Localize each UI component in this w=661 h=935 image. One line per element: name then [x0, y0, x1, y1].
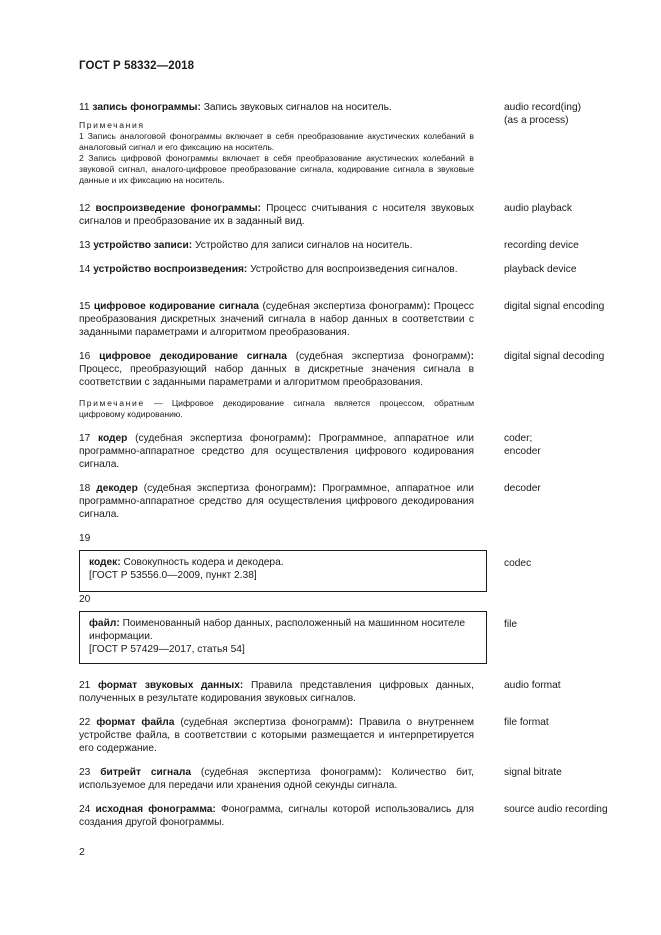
term-name: кодер — [98, 433, 128, 444]
term-name: файл: — [89, 618, 120, 629]
term-number: 18 — [79, 483, 91, 494]
term-number: 22 — [79, 717, 91, 728]
term-number-19: 19 — [79, 533, 91, 544]
term-reference: [ГОСТ Р 57429—2017, статья 54] — [89, 644, 245, 656]
term-name: битрейт сигнала — [100, 767, 191, 778]
term-name: формат файла — [96, 717, 175, 728]
term-number: 14 — [79, 264, 91, 275]
term-definition: Процесс, преобразующий набор данных в дискретные значения сигнала в соответствии с заданными параметрами и алгоритмом преобразования. — [79, 364, 474, 389]
term-definition: Устройство для записи сигналов на носитель. — [194, 240, 413, 251]
term-qualifier: (судебная экспертиза фонограмм) — [200, 767, 379, 778]
term-definition: Поименованный набор данных, расположенный на машинном носителе информации. — [89, 618, 466, 643]
term-qualifier: (судебная экспертиза фонограмм) — [262, 301, 427, 312]
term-name: устройство воспроизведения: — [93, 264, 248, 275]
term-en-18: decoder — [504, 483, 541, 494]
term-definition: Правила о внутреннем устройстве файла, в соответствии с которыми размещается и интерпретируется его содержание. — [79, 717, 475, 755]
term-colon: : — [470, 351, 474, 362]
note-item: 1 Запись аналоговой фонограммы включает в себя преобразование акустических колебаний в аналоговый сигнал и его фиксацию на носитель. — [79, 131, 474, 153]
term-colon: : — [307, 433, 312, 444]
term-colon: : — [312, 483, 317, 494]
term-en-15: digital signal encoding — [504, 301, 605, 312]
term-definition: Запись звуковых сигналов на носитель. — [203, 102, 392, 113]
term-number: 13 — [79, 240, 91, 251]
term-qualifier: (судебная экспертиза фонограмм) — [135, 433, 308, 444]
note-item: — Цифровое декодирование сигнала является процессом, обратным цифровому кодированию. — [79, 397, 474, 419]
note-label: Примечание — [79, 397, 145, 408]
term-en-11: audio record(ing) (as a process) — [504, 102, 582, 127]
term-qualifier: (судебная экспертиза фонограмм) — [180, 717, 350, 728]
page-number: 2 — [79, 846, 85, 858]
term-name: воспроизведение фонограммы: — [95, 203, 262, 214]
term-name: формат звуковых данных: — [98, 680, 244, 691]
term-definition: Процесс считывания с носителя звуковых сигналов и преобразование их в заданный вид. — [79, 203, 474, 228]
term-colon: : — [349, 717, 354, 728]
term-reference: [ГОСТ Р 53556.0—2009, пункт 2.38] — [89, 570, 257, 582]
term-name: кодек: — [89, 557, 121, 568]
term-number: 15 — [79, 301, 91, 312]
term-en-23: signal bitrate — [504, 767, 562, 778]
term-name: цифровое декодирование сигнала — [99, 351, 287, 362]
note-label: Примечания — [79, 120, 145, 131]
term-number: 17 — [79, 433, 91, 444]
note-item: 2 Запись цифровой фонограммы включает в себя преобразование акустических колебаний в звуковой сигнал, аналого-цифровое преобразование сигнала, кодирование сигнала в звуковые данные и их фиксацию на носитель. — [79, 153, 474, 186]
term-box-20 — [79, 611, 487, 664]
term-en-20: file — [504, 619, 518, 630]
term-name: цифровое кодирование сигнала — [93, 301, 259, 312]
term-en-19: codec — [504, 558, 532, 569]
term-en-13: recording device — [504, 240, 579, 251]
term-en-17: coder; encoder — [504, 433, 541, 458]
term-number: 23 — [79, 767, 91, 778]
term-number: 12 — [79, 203, 91, 214]
term-definition: Правила представления цифровых данных, полученных в результате кодирования звуковых сигналов. — [79, 680, 474, 705]
term-number: 21 — [79, 680, 91, 691]
term-name: устройство записи: — [93, 240, 193, 251]
term-definition: Программное, аппаратное или программно-аппаратное средство для осуществления цифрового декодирования сигнала. — [79, 483, 474, 521]
term-en-22: file format — [504, 717, 549, 728]
term-qualifier: (судебная экспертиза фонограмм) — [295, 351, 471, 362]
term-name: запись фонограммы: — [92, 102, 201, 113]
term-definition: Программное, аппаратное или программно-аппаратное средство для осуществления цифрового кодирования сигнала. — [79, 433, 474, 471]
term-number-20: 20 — [79, 594, 91, 605]
term-number: 11 — [79, 102, 90, 113]
term-colon: : — [378, 767, 382, 778]
note-block-16 — [79, 398, 474, 420]
term-number: 24 — [79, 804, 91, 815]
term-definition: Совокупность кодера и декодера. — [123, 557, 284, 568]
term-en-24: source audio recording — [504, 804, 608, 815]
term-definition: Фонограмма, сигналы которой использовались для создания другой фонограммы. — [79, 804, 474, 829]
term-definition: Устройство для воспроизведения сигналов. — [250, 264, 458, 275]
term-definition: Процесс преобразования дискретных значений сигнала в набор данных в соответствии с заданными параметрами и алгоритмом преобразования. — [79, 301, 474, 339]
term-qualifier: (судебная экспертиза фонограмм) — [143, 483, 313, 494]
term-number: 16 — [79, 351, 91, 362]
term-name: декодер — [96, 483, 138, 494]
term-en-16: digital signal decoding — [504, 351, 605, 362]
term-ru-11 — [79, 101, 474, 186]
term-en-12: audio playback — [504, 203, 572, 214]
page-header-standard: ГОСТ Р 58332—2018 — [79, 60, 195, 72]
term-definition: Количество бит, используемое для передачи или хранения одной секунды сигнала. — [79, 767, 474, 792]
term-box-19 — [79, 550, 487, 592]
term-en-21: audio format — [504, 680, 561, 691]
term-en-14: playback device — [504, 264, 577, 275]
term-name: исходная фонограмма: — [95, 804, 216, 815]
term-colon: : — [426, 301, 431, 312]
note-block-11 — [79, 120, 474, 186]
